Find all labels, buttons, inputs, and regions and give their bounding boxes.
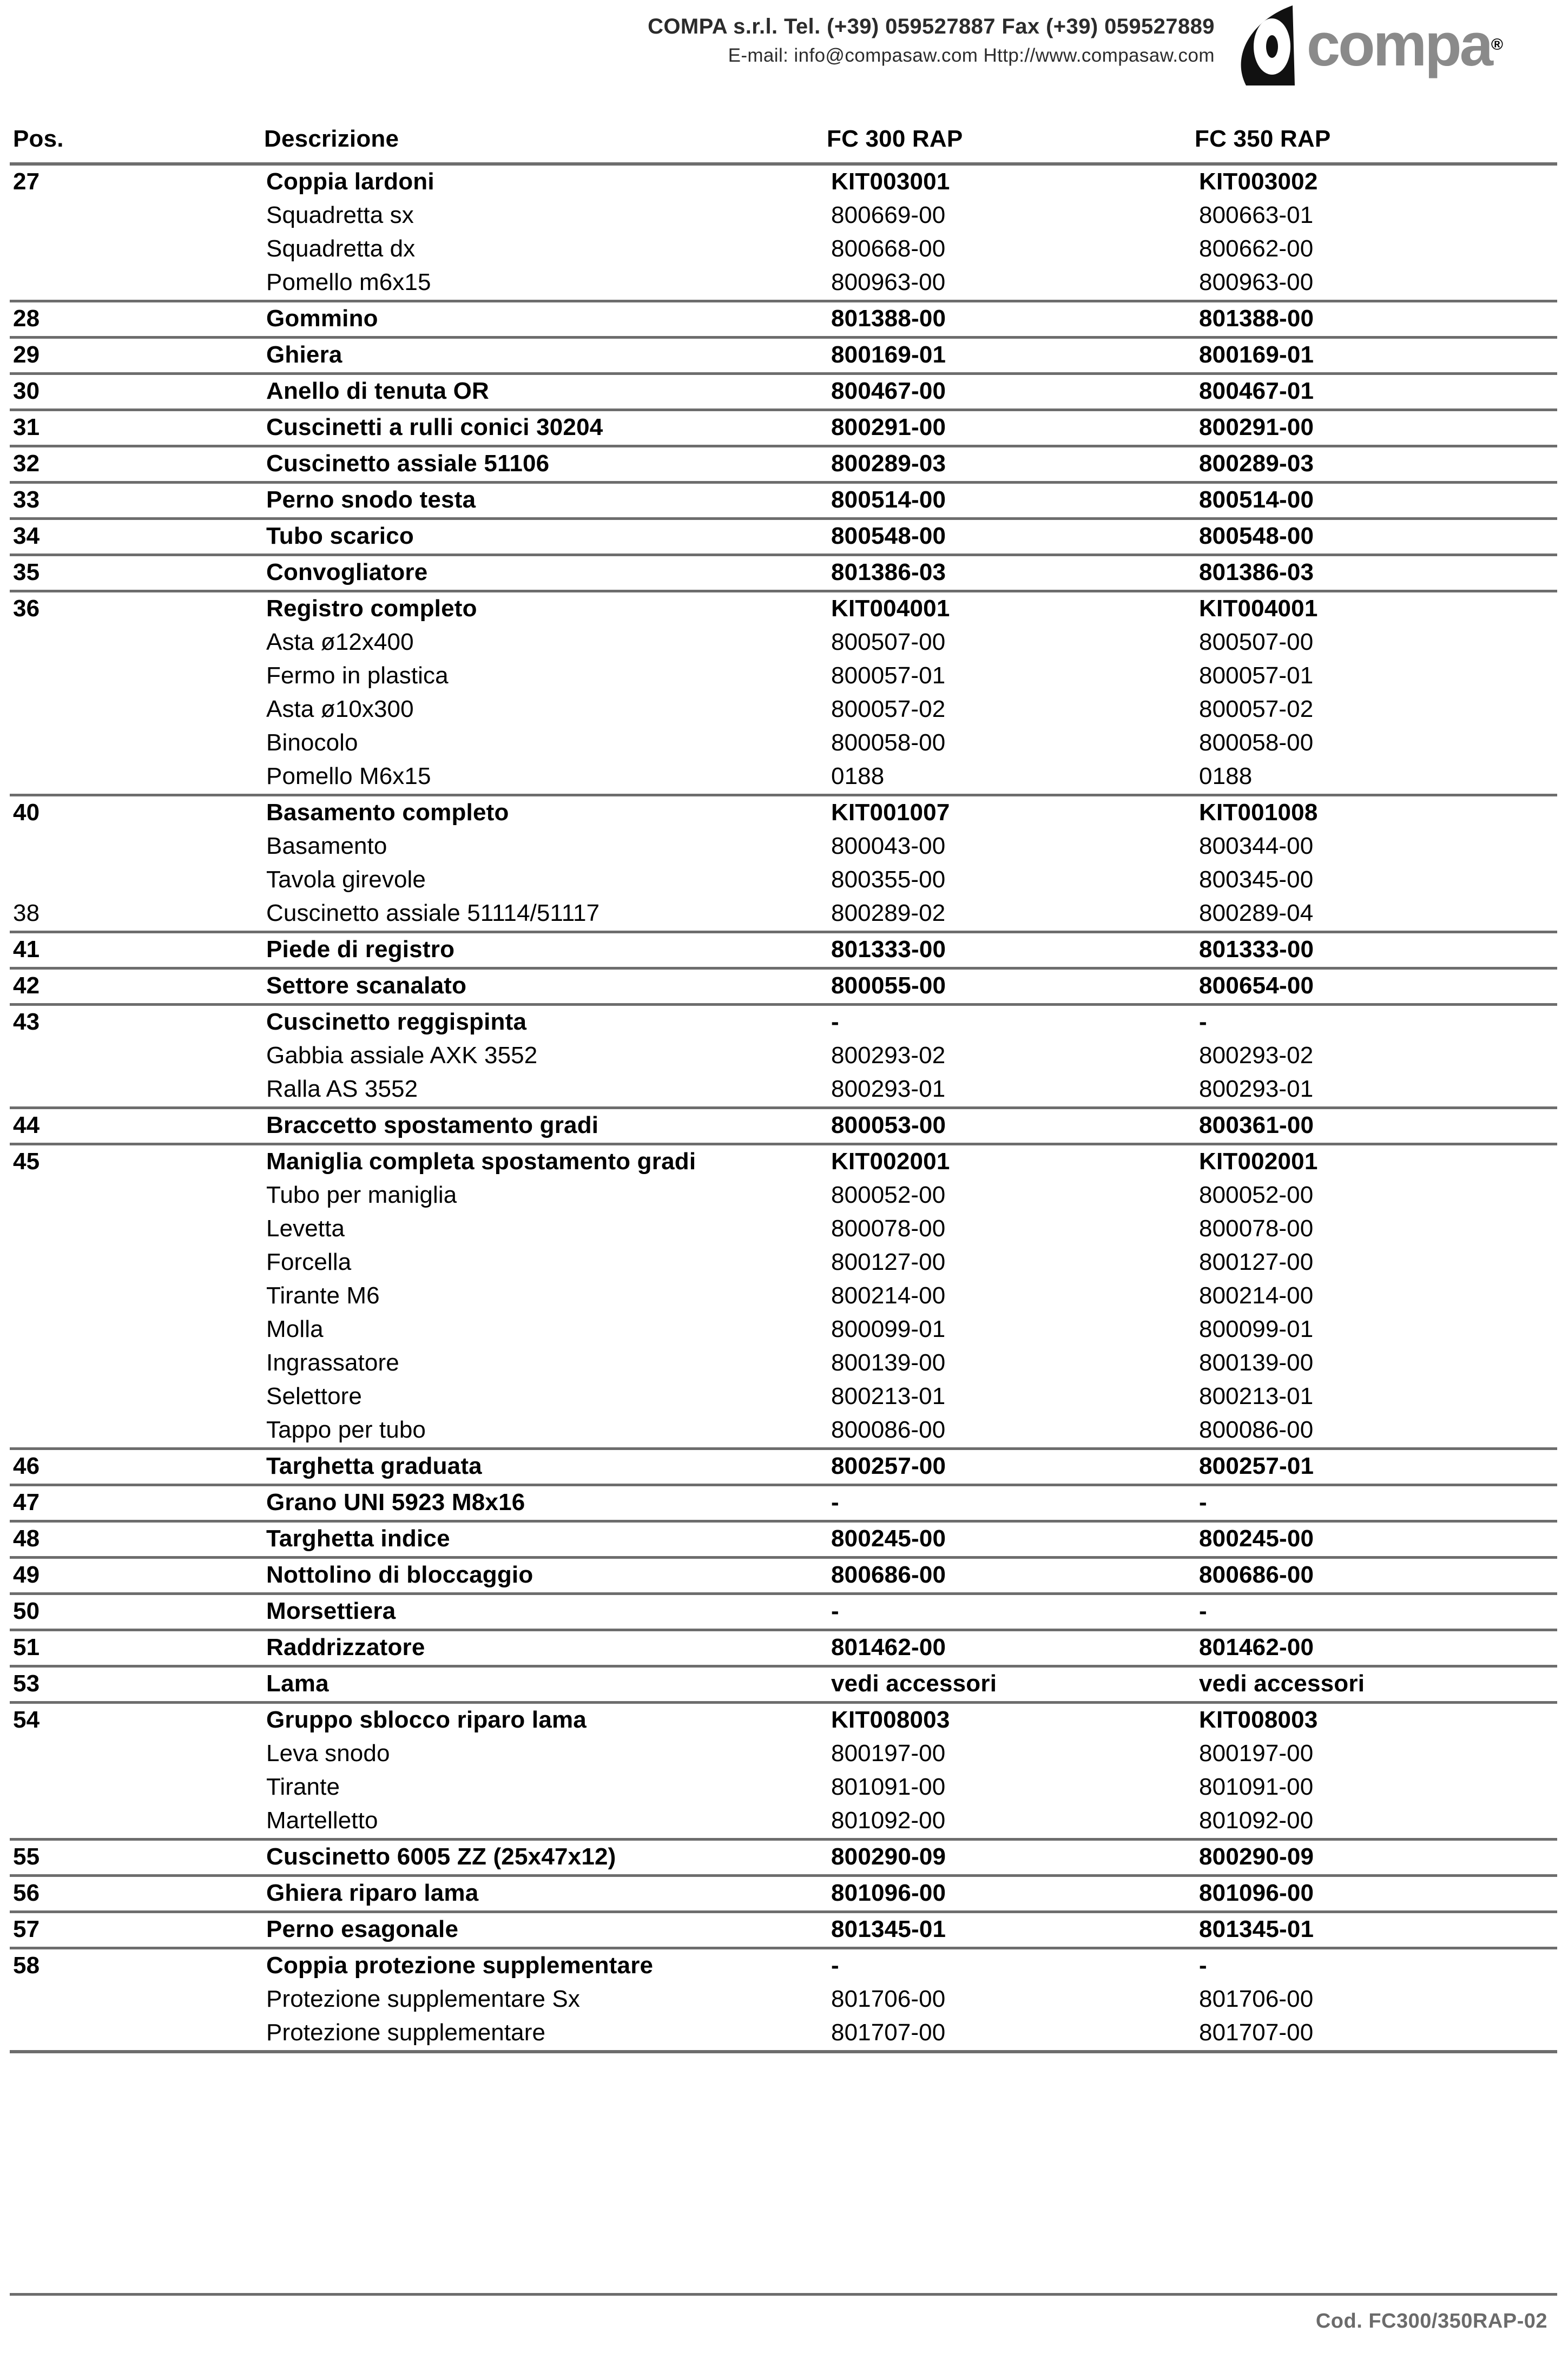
cell-part-fc300: 800514-00 [827, 483, 1195, 519]
cell-position: 30 [10, 374, 264, 410]
cell-description: Tirante [266, 1774, 340, 1800]
cell-part-fc350: 800169-01 [1195, 338, 1557, 374]
registered-trademark-icon: ® [1491, 36, 1503, 54]
cell-part-fc350: 800686-00 [1195, 1558, 1557, 1594]
cell-part-fc350: 800663-01 [1199, 202, 1314, 228]
cell-position [10, 1737, 264, 1771]
cell-part-fc300: KIT001007 [827, 795, 1195, 831]
column-header-row [10, 123, 1557, 164]
cell-part-fc300: 801386-03 [827, 555, 1195, 591]
cell-position: 29 [10, 338, 264, 374]
cell-position: 34 [10, 519, 264, 555]
cell-position [10, 2017, 264, 2052]
cell-description: Ralla AS 3552 [266, 1076, 418, 1102]
cell-part-fc300: 800293-02 [831, 1042, 946, 1069]
table-row [10, 2017, 1557, 2052]
cell-description: Nottolino di bloccaggio [264, 1558, 827, 1594]
cell-part-fc350: 800361-00 [1195, 1108, 1557, 1144]
table-row [10, 660, 1557, 693]
cell-part-fc300: 800086-00 [831, 1416, 946, 1443]
cell-position: 27 [10, 164, 264, 199]
cell-part-fc350: 801345-01 [1195, 1912, 1557, 1948]
table-row [10, 1449, 1557, 1485]
cell-part-fc350: 801706-00 [1199, 1986, 1314, 2012]
table-row [10, 1313, 1557, 1347]
cell-part-fc350: 800245-00 [1195, 1521, 1557, 1558]
cell-part-fc300: 801096-00 [827, 1876, 1195, 1912]
cell-part-fc350: 800139-00 [1199, 1349, 1314, 1376]
table-row [10, 1703, 1557, 1738]
table-row [10, 591, 1557, 627]
cell-description: Pomello M6x15 [266, 763, 431, 789]
table-row [10, 897, 1557, 932]
cell-position [10, 760, 264, 795]
cell-part-fc350: 800058-00 [1199, 729, 1314, 756]
cell-description: Coppia lardoni [264, 164, 827, 199]
cell-position: 28 [10, 301, 264, 338]
compa-eye-icon [1234, 4, 1299, 85]
cell-description: Martelletto [266, 1807, 378, 1834]
cell-description: Molla [266, 1316, 324, 1342]
cell-part-fc350: 800127-00 [1199, 1249, 1314, 1275]
cell-position: 49 [10, 1558, 264, 1594]
cell-description: Cuscinetto 6005 ZZ (25x47x12) [264, 1840, 827, 1876]
cell-part-fc350: 800662-00 [1199, 235, 1314, 262]
cell-description: Pomello m6x15 [266, 269, 431, 295]
cell-position [10, 1246, 264, 1280]
cell-position: 41 [10, 932, 264, 968]
table-row [10, 795, 1557, 831]
cell-part-fc350: 800213-01 [1199, 1383, 1314, 1409]
cell-part-fc300: 800293-01 [831, 1076, 946, 1102]
table-row [10, 1666, 1557, 1703]
cell-position [10, 1280, 264, 1313]
cell-part-fc350: 800052-00 [1199, 1182, 1314, 1208]
table-bottom-rule [10, 2052, 1557, 2053]
cell-description: Cuscinetto reggispinta [264, 1005, 827, 1040]
cell-description: Cuscinetto assiale 51106 [264, 446, 827, 483]
cell-position [10, 1313, 264, 1347]
cell-position [10, 1179, 264, 1213]
cell-position: 43 [10, 1005, 264, 1040]
cell-part-fc300: - [827, 1594, 1195, 1630]
cell-part-fc300: 800057-01 [831, 662, 946, 689]
cell-part-fc300: KIT004001 [827, 591, 1195, 627]
cell-description: Piede di registro [264, 932, 827, 968]
cell-part-fc300: 801091-00 [831, 1774, 946, 1800]
cell-part-fc350: - [1195, 1948, 1557, 1984]
cell-position [10, 1771, 264, 1804]
cell-part-fc300: 800548-00 [827, 519, 1195, 555]
cell-description: Levetta [266, 1215, 345, 1242]
cell-description: Ghiera riparo lama [264, 1876, 827, 1912]
table-row [10, 483, 1557, 519]
cell-part-fc300: 800169-01 [827, 338, 1195, 374]
cell-part-fc300: 800669-00 [831, 202, 946, 228]
cell-part-fc350: 800078-00 [1199, 1215, 1314, 1242]
cell-part-fc300: KIT008003 [827, 1703, 1195, 1738]
cell-position: 54 [10, 1703, 264, 1738]
cell-position: 46 [10, 1449, 264, 1485]
page-header [0, 0, 1568, 108]
cell-description: Forcella [266, 1249, 352, 1275]
parts-table [10, 123, 1557, 2053]
cell-part-fc300: - [827, 1005, 1195, 1040]
cell-part-fc300: 800213-01 [831, 1383, 946, 1409]
table-row [10, 519, 1557, 555]
table-row [10, 1630, 1557, 1666]
cell-position [10, 1414, 264, 1449]
table-row [10, 555, 1557, 591]
cell-part-fc350: 800507-00 [1199, 629, 1314, 655]
cell-part-fc350: 801388-00 [1195, 301, 1557, 338]
cell-part-fc300: 800058-00 [831, 729, 946, 756]
cell-part-fc300: 801462-00 [827, 1630, 1195, 1666]
cell-description: Ghiera [264, 338, 827, 374]
cell-part-fc350: 800293-02 [1199, 1042, 1314, 1069]
cell-part-fc300: - [827, 1948, 1195, 1984]
cell-description: Raddrizzatore [264, 1630, 827, 1666]
cell-part-fc350: 800290-09 [1195, 1840, 1557, 1876]
table-row [10, 626, 1557, 660]
table-row [10, 1912, 1557, 1948]
cell-description: Braccetto spostamento gradi [264, 1108, 827, 1144]
cell-description: Settore scanalato [264, 968, 827, 1005]
cell-position [10, 199, 264, 233]
cell-part-fc300: 800963-00 [831, 269, 946, 295]
cell-part-fc300: vedi accessori [827, 1666, 1195, 1703]
footer-divider [10, 2293, 1557, 2296]
cell-description: Leva snodo [266, 1740, 390, 1767]
table-row [10, 968, 1557, 1005]
cell-description: Coppia protezione supplementare [264, 1948, 827, 1984]
column-header-description: Descrizione [264, 126, 399, 152]
cell-part-fc350: 801462-00 [1195, 1630, 1557, 1666]
table-row [10, 1179, 1557, 1213]
table-row [10, 301, 1557, 338]
cell-part-fc350: 800344-00 [1199, 833, 1314, 859]
column-header-model-fc300: FC 300 RAP [827, 126, 963, 152]
cell-part-fc350: KIT004001 [1195, 591, 1557, 627]
table-row [10, 1948, 1557, 1984]
cell-description: Grano UNI 5923 M8x16 [264, 1485, 827, 1521]
cell-position [10, 1804, 264, 1840]
cell-part-fc300: 800245-00 [827, 1521, 1195, 1558]
cell-position: 32 [10, 446, 264, 483]
cell-description: Selettore [266, 1383, 363, 1409]
table-row [10, 266, 1557, 301]
cell-part-fc300: 800043-00 [831, 833, 946, 859]
cell-position [10, 660, 264, 693]
cell-position [10, 864, 264, 897]
table-row [10, 1594, 1557, 1630]
cell-description: Asta ø10x300 [266, 696, 414, 722]
cell-part-fc350: 800289-03 [1195, 446, 1557, 483]
cell-position: 55 [10, 1840, 264, 1876]
table-row [10, 1039, 1557, 1073]
cell-position [10, 1039, 264, 1073]
cell-part-fc350: vedi accessori [1195, 1666, 1557, 1703]
compa-wordmark: compa [1306, 10, 1491, 78]
cell-part-fc300: 800467-00 [827, 374, 1195, 410]
cell-description: Maniglia completa spostamento gradi [264, 1144, 827, 1180]
cell-position [10, 1347, 264, 1380]
table-row [10, 1521, 1557, 1558]
cell-position: 51 [10, 1630, 264, 1666]
cell-part-fc350: KIT001008 [1195, 795, 1557, 831]
cell-description: Gabbia assiale AXK 3552 [266, 1042, 538, 1069]
table-row [10, 1485, 1557, 1521]
cell-part-fc350: 800654-00 [1195, 968, 1557, 1005]
table-row [10, 199, 1557, 233]
cell-part-fc350: 800345-00 [1199, 866, 1314, 893]
cell-position: 56 [10, 1876, 264, 1912]
cell-part-fc350: 801707-00 [1199, 2019, 1314, 2046]
column-header-pos: Pos. [13, 126, 64, 152]
table-row [10, 1280, 1557, 1313]
table-row [10, 233, 1557, 266]
cell-description: Protezione supplementare [266, 2019, 546, 2046]
cell-description: Squadretta sx [266, 202, 414, 228]
parts-table-header [10, 123, 1557, 164]
cell-part-fc300: KIT003001 [827, 164, 1195, 199]
cell-part-fc300: - [827, 1485, 1195, 1521]
cell-part-fc350: - [1195, 1005, 1557, 1040]
table-row [10, 1380, 1557, 1414]
cell-part-fc350: - [1195, 1485, 1557, 1521]
cell-position: 44 [10, 1108, 264, 1144]
cell-part-fc350: 801096-00 [1195, 1876, 1557, 1912]
cell-position [10, 830, 264, 864]
cell-description: Binocolo [266, 729, 358, 756]
cell-part-fc350: KIT003002 [1195, 164, 1557, 199]
cell-position: 57 [10, 1912, 264, 1948]
cell-position: 53 [10, 1666, 264, 1703]
cell-part-fc300: 800057-02 [831, 696, 946, 722]
table-row [10, 338, 1557, 374]
cell-position: 50 [10, 1594, 264, 1630]
cell-position [10, 1380, 264, 1414]
table-row [10, 1414, 1557, 1449]
table-row [10, 1108, 1557, 1144]
cell-part-fc300: 800289-03 [827, 446, 1195, 483]
cell-position: 35 [10, 555, 264, 591]
cell-part-fc350: 800099-01 [1199, 1316, 1314, 1342]
parts-table-body [10, 164, 1557, 2053]
cell-part-fc300: 800214-00 [831, 1282, 946, 1309]
cell-part-fc300: 800053-00 [827, 1108, 1195, 1144]
table-row [10, 446, 1557, 483]
table-row [10, 1876, 1557, 1912]
cell-part-fc350: 800289-04 [1199, 900, 1314, 926]
cell-part-fc300: 800290-09 [827, 1840, 1195, 1876]
cell-description: Perno snodo testa [264, 483, 827, 519]
cell-part-fc300: 800139-00 [831, 1349, 946, 1376]
cell-part-fc300: 801707-00 [831, 2019, 946, 2046]
table-row [10, 932, 1557, 968]
cell-part-fc350: 800057-02 [1199, 696, 1314, 722]
company-phone-line: COMPA s.r.l. Tel. (+39) 059527887 Fax (+39) 059527889 [648, 15, 1215, 38]
cell-position: 38 [13, 900, 40, 926]
cell-description: Cuscinetto assiale 51114/51117 [266, 900, 600, 926]
cell-description: Fermo in plastica [266, 662, 449, 689]
cell-part-fc350: KIT002001 [1195, 1144, 1557, 1180]
cell-description: Tavola girevole [266, 866, 426, 893]
cell-part-fc350: 800467-01 [1195, 374, 1557, 410]
cell-description: Tirante M6 [266, 1282, 380, 1309]
cell-part-fc300: 801345-01 [827, 1912, 1195, 1948]
cell-part-fc350: 801091-00 [1199, 1774, 1314, 1800]
cell-position: 45 [10, 1144, 264, 1180]
cell-part-fc350: 800197-00 [1199, 1740, 1314, 1767]
cell-part-fc300: 800127-00 [831, 1249, 946, 1275]
cell-part-fc350: - [1195, 1594, 1557, 1630]
cell-position: 36 [10, 591, 264, 627]
cell-part-fc300: 800355-00 [831, 866, 946, 893]
cell-position: 40 [10, 795, 264, 831]
cell-position: 31 [10, 410, 264, 446]
cell-position [10, 1073, 264, 1108]
cell-position [10, 1213, 264, 1246]
cell-description: Targhetta indice [264, 1521, 827, 1558]
parts-table-container [10, 123, 1557, 2053]
table-row [10, 1005, 1557, 1040]
cell-part-fc300: 0188 [831, 763, 885, 789]
page-footer [10, 2293, 1557, 2333]
table-row [10, 1804, 1557, 1840]
cell-part-fc350: 800214-00 [1199, 1282, 1314, 1309]
cell-description: Tubo per maniglia [266, 1182, 457, 1208]
table-row [10, 830, 1557, 864]
cell-description: Targhetta graduata [264, 1449, 827, 1485]
company-email-line: E-mail: info@compasaw.com Http://www.compasaw.com [728, 45, 1215, 66]
cell-part-fc350: 801386-03 [1195, 555, 1557, 591]
cell-description: Registro completo [264, 591, 827, 627]
cell-position [10, 693, 264, 727]
cell-part-fc350: 800257-01 [1195, 1449, 1557, 1485]
table-row [10, 1840, 1557, 1876]
cell-description: Convogliatore [264, 555, 827, 591]
cell-description: Squadretta dx [266, 235, 416, 262]
cell-part-fc300: 800507-00 [831, 629, 946, 655]
cell-position: 48 [10, 1521, 264, 1558]
table-row [10, 1213, 1557, 1246]
cell-description: Ingrassatore [266, 1349, 399, 1376]
table-row [10, 727, 1557, 760]
table-row [10, 1144, 1557, 1180]
cell-part-fc350: 800057-01 [1199, 662, 1314, 689]
cell-part-fc300: 800289-02 [831, 900, 946, 926]
cell-part-fc350: 800086-00 [1199, 1416, 1314, 1443]
cell-position [10, 1983, 264, 2017]
cell-description: Anello di tenuta OR [264, 374, 827, 410]
table-row [10, 1347, 1557, 1380]
cell-part-fc350: 0188 [1199, 763, 1253, 789]
cell-part-fc300: 801388-00 [827, 301, 1195, 338]
cell-part-fc300: 800668-00 [831, 235, 946, 262]
cell-part-fc300: KIT002001 [827, 1144, 1195, 1180]
cell-part-fc350: 800514-00 [1195, 483, 1557, 519]
table-row [10, 864, 1557, 897]
cell-description: Asta ø12x400 [266, 629, 414, 655]
table-row [10, 1073, 1557, 1108]
cell-description: Morsettiera [264, 1594, 827, 1630]
cell-part-fc300: 800099-01 [831, 1316, 946, 1342]
cell-description: Perno esagonale [264, 1912, 827, 1948]
cell-position: 33 [10, 483, 264, 519]
cell-part-fc300: 800257-00 [827, 1449, 1195, 1485]
cell-position: 47 [10, 1485, 264, 1521]
column-header-model-fc350: FC 350 RAP [1195, 126, 1331, 152]
cell-part-fc350: 801092-00 [1199, 1807, 1314, 1834]
cell-description: Tubo scarico [264, 519, 827, 555]
cell-part-fc300: 800686-00 [827, 1558, 1195, 1594]
cell-description: Basamento completo [264, 795, 827, 831]
cell-part-fc300: 800291-00 [827, 410, 1195, 446]
cell-part-fc300: 801092-00 [831, 1807, 946, 1834]
cell-part-fc350: 800291-00 [1195, 410, 1557, 446]
cell-description: Lama [264, 1666, 827, 1703]
cell-part-fc350: KIT008003 [1195, 1703, 1557, 1738]
table-row [10, 410, 1557, 446]
table-row [10, 1983, 1557, 2017]
cell-position [10, 727, 264, 760]
cell-part-fc300: 800078-00 [831, 1215, 946, 1242]
cell-part-fc300: 801333-00 [827, 932, 1195, 968]
cell-description: Gruppo sblocco riparo lama [264, 1703, 827, 1738]
cell-description: Gommino [264, 301, 827, 338]
cell-description: Cuscinetti a rulli conici 30204 [264, 410, 827, 446]
table-row [10, 693, 1557, 727]
compa-logo [1234, 0, 1503, 85]
cell-part-fc350: 800963-00 [1199, 269, 1314, 295]
cell-part-fc300: 801706-00 [831, 1986, 946, 2012]
cell-part-fc300: 800197-00 [831, 1740, 946, 1767]
cell-position [10, 233, 264, 266]
table-row [10, 1246, 1557, 1280]
table-row [10, 760, 1557, 795]
cell-part-fc350: 801333-00 [1195, 932, 1557, 968]
cell-position: 58 [10, 1948, 264, 1984]
cell-part-fc350: 800293-01 [1199, 1076, 1314, 1102]
cell-position: 42 [10, 968, 264, 1005]
document-code: Cod. FC300/350RAP-02 [1315, 2310, 1547, 2332]
cell-part-fc300: 800052-00 [831, 1182, 946, 1208]
cell-description: Protezione supplementare Sx [266, 1986, 580, 2012]
cell-part-fc300: 800055-00 [827, 968, 1195, 1005]
table-row [10, 164, 1557, 199]
cell-position [10, 626, 264, 660]
cell-position [10, 266, 264, 301]
cell-part-fc350: 800548-00 [1195, 519, 1557, 555]
company-contact-block [648, 0, 1234, 70]
cell-description: Tappo per tubo [266, 1416, 426, 1443]
table-row [10, 1558, 1557, 1594]
cell-description: Basamento [266, 833, 387, 859]
table-row [10, 1771, 1557, 1804]
table-row [10, 1737, 1557, 1771]
table-row [10, 374, 1557, 410]
